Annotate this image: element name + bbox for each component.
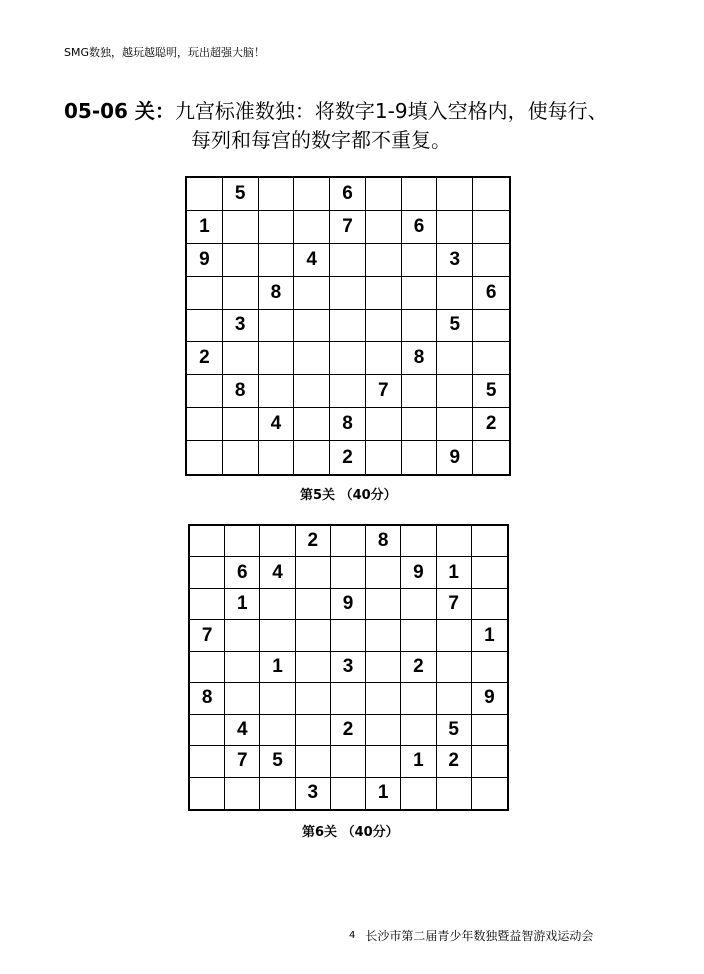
sudoku-cell[interactable]: 5 <box>223 178 259 211</box>
sudoku-cell[interactable]: 1 <box>472 620 507 651</box>
sudoku-cell[interactable] <box>294 277 330 310</box>
sudoku-cell[interactable]: 1 <box>437 557 472 588</box>
sudoku-cell[interactable]: 1 <box>260 652 295 683</box>
sudoku-cell[interactable] <box>225 778 260 809</box>
sudoku-cell[interactable] <box>437 778 472 809</box>
sudoku-cell[interactable] <box>294 441 330 474</box>
sudoku-cell[interactable]: 8 <box>223 375 259 408</box>
level-5-caption: 第5关 （40分） <box>300 488 397 503</box>
sudoku-cell[interactable] <box>259 178 295 211</box>
sudoku-cell[interactable] <box>472 589 507 620</box>
instructions-line-2: 每列和每宫的数字都不重复。 <box>191 128 451 152</box>
sudoku-cell[interactable] <box>401 589 436 620</box>
sudoku-cell[interactable] <box>259 342 295 375</box>
sudoku-cell[interactable]: 6 <box>330 178 366 211</box>
sudoku-cell[interactable] <box>190 589 225 620</box>
sudoku-cell[interactable]: 7 <box>366 375 402 408</box>
sudoku-cell[interactable] <box>366 652 401 683</box>
sudoku-cell[interactable] <box>330 277 366 310</box>
sudoku-cell[interactable] <box>366 746 401 777</box>
sudoku-cell[interactable]: 5 <box>473 375 509 408</box>
sudoku-cell[interactable]: 5 <box>437 310 473 343</box>
sudoku-cell[interactable] <box>296 589 331 620</box>
sudoku-cell[interactable] <box>402 310 438 343</box>
sudoku-cell[interactable] <box>187 441 223 474</box>
sudoku-cell[interactable]: 8 <box>402 342 438 375</box>
sudoku-cell[interactable]: 8 <box>366 526 401 557</box>
sudoku-cell[interactable]: 8 <box>330 408 366 441</box>
sudoku-cell[interactable] <box>472 746 507 777</box>
sudoku-cell[interactable] <box>472 715 507 746</box>
sudoku-cell[interactable]: 8 <box>259 277 295 310</box>
sudoku-cell[interactable] <box>366 620 401 651</box>
sudoku-cell[interactable] <box>473 310 509 343</box>
sudoku-cell[interactable] <box>401 620 436 651</box>
sudoku-cell[interactable] <box>437 211 473 244</box>
sudoku-cell[interactable] <box>366 408 402 441</box>
sudoku-cell[interactable] <box>294 310 330 343</box>
sudoku-cell[interactable]: 1 <box>225 589 260 620</box>
sudoku-cell[interactable] <box>437 277 473 310</box>
sudoku-cell[interactable] <box>223 342 259 375</box>
sudoku-cell[interactable] <box>401 683 436 714</box>
sudoku-cell[interactable]: 6 <box>225 557 260 588</box>
sudoku-cell[interactable]: 6 <box>402 211 438 244</box>
sudoku-cell[interactable] <box>472 557 507 588</box>
sudoku-grid-level-5[interactable] <box>185 176 511 476</box>
sudoku-cell[interactable]: 8 <box>190 683 225 714</box>
sudoku-cell[interactable] <box>402 441 438 474</box>
page-footer <box>349 927 593 944</box>
sudoku-cell[interactable] <box>330 310 366 343</box>
sudoku-cell[interactable]: 9 <box>187 244 223 277</box>
sudoku-cell[interactable] <box>187 310 223 343</box>
sudoku-cell[interactable] <box>402 244 438 277</box>
sudoku-cell[interactable] <box>330 375 366 408</box>
sudoku-cell[interactable] <box>401 526 436 557</box>
sudoku-cell[interactable] <box>366 310 402 343</box>
sudoku-cell[interactable] <box>366 342 402 375</box>
sudoku-cell[interactable] <box>294 342 330 375</box>
sudoku-cell[interactable] <box>225 526 260 557</box>
sudoku-cell[interactable] <box>223 277 259 310</box>
sudoku-cell[interactable] <box>260 683 295 714</box>
sudoku-cell[interactable] <box>260 526 295 557</box>
sudoku-cell[interactable] <box>260 620 295 651</box>
sudoku-cell[interactable] <box>402 277 438 310</box>
sudoku-cell[interactable] <box>437 683 472 714</box>
sudoku-cell[interactable] <box>187 375 223 408</box>
sudoku-cell[interactable] <box>225 620 260 651</box>
sudoku-cell[interactable]: 3 <box>223 310 259 343</box>
sudoku-cell[interactable] <box>331 620 366 651</box>
sudoku-cell[interactable] <box>190 652 225 683</box>
sudoku-cell[interactable]: 2 <box>437 746 472 777</box>
sudoku-cell[interactable] <box>223 408 259 441</box>
sudoku-cell[interactable] <box>402 375 438 408</box>
sudoku-cell[interactable] <box>401 778 436 809</box>
sudoku-cell[interactable]: 2 <box>330 441 366 474</box>
sudoku-cell[interactable] <box>437 408 473 441</box>
sudoku-grid-level-6[interactable] <box>188 524 509 811</box>
sudoku-cell[interactable]: 9 <box>437 441 473 474</box>
sudoku-cell[interactable]: 9 <box>472 683 507 714</box>
sudoku-cell[interactable]: 4 <box>225 715 260 746</box>
sudoku-cell[interactable] <box>331 746 366 777</box>
sudoku-cell[interactable] <box>366 715 401 746</box>
sudoku-cell[interactable] <box>259 441 295 474</box>
sudoku-cell[interactable] <box>366 277 402 310</box>
sudoku-cell[interactable] <box>187 178 223 211</box>
sudoku-cell[interactable] <box>437 620 472 651</box>
sudoku-cell[interactable] <box>259 244 295 277</box>
sudoku-cell[interactable]: 5 <box>437 715 472 746</box>
sudoku-cell[interactable]: 7 <box>225 746 260 777</box>
sudoku-cell[interactable]: 2 <box>187 342 223 375</box>
instructions-line-1: 九宫标准数独：将数字1-9填入空格内，使每行、 <box>174 99 608 123</box>
sudoku-cell[interactable] <box>366 441 402 474</box>
sudoku-cell[interactable] <box>437 375 473 408</box>
sudoku-cell[interactable] <box>190 715 225 746</box>
sudoku-cell[interactable] <box>190 746 225 777</box>
sudoku-cell[interactable]: 6 <box>473 277 509 310</box>
instructions <box>64 97 608 155</box>
sudoku-cell[interactable]: 4 <box>294 244 330 277</box>
event-name: 长沙市第二届青少年数独暨益智游戏运动会 <box>365 929 594 943</box>
sudoku-cell[interactable] <box>260 589 295 620</box>
sudoku-cell[interactable] <box>223 244 259 277</box>
sudoku-cell[interactable]: 3 <box>296 778 331 809</box>
sudoku-cell[interactable] <box>437 178 473 211</box>
page-number: 4 <box>349 930 356 941</box>
sudoku-cell[interactable] <box>473 178 509 211</box>
sudoku-cell[interactable] <box>331 683 366 714</box>
sudoku-cell[interactable] <box>187 408 223 441</box>
sudoku-cell[interactable]: 1 <box>401 746 436 777</box>
sudoku-cell[interactable] <box>330 244 366 277</box>
sudoku-cell[interactable]: 9 <box>331 589 366 620</box>
sudoku-cell[interactable] <box>331 778 366 809</box>
sudoku-cell[interactable] <box>260 778 295 809</box>
sudoku-cell[interactable] <box>296 715 331 746</box>
sudoku-cell[interactable] <box>472 652 507 683</box>
sudoku-cell[interactable]: 7 <box>330 211 366 244</box>
level-range: 05-06 关： <box>64 99 175 123</box>
level-6-caption: 第6关 （40分） <box>302 825 399 840</box>
sudoku-cell[interactable] <box>473 211 509 244</box>
sudoku-cell[interactable] <box>259 310 295 343</box>
sudoku-cell[interactable] <box>330 342 366 375</box>
sudoku-cell[interactable] <box>401 715 436 746</box>
sudoku-cell[interactable] <box>366 683 401 714</box>
sudoku-cell[interactable] <box>260 715 295 746</box>
sudoku-cell[interactable] <box>366 557 401 588</box>
sudoku-cell[interactable]: 2 <box>296 526 331 557</box>
sudoku-cell[interactable] <box>296 557 331 588</box>
sudoku-cell[interactable]: 1 <box>366 778 401 809</box>
sudoku-cell[interactable]: 3 <box>331 652 366 683</box>
sudoku-cell[interactable] <box>437 652 472 683</box>
sudoku-cell[interactable] <box>190 778 225 809</box>
sudoku-cell[interactable] <box>223 211 259 244</box>
sudoku-cell[interactable]: 2 <box>331 715 366 746</box>
sudoku-cell[interactable] <box>225 683 260 714</box>
sudoku-cell[interactable] <box>225 652 260 683</box>
sudoku-cell[interactable] <box>223 441 259 474</box>
sudoku-cell[interactable] <box>473 342 509 375</box>
sudoku-cell[interactable] <box>437 526 472 557</box>
sudoku-cell[interactable]: 1 <box>187 211 223 244</box>
sudoku-cell[interactable] <box>259 375 295 408</box>
sudoku-cell[interactable] <box>294 211 330 244</box>
sudoku-cell[interactable] <box>366 178 402 211</box>
sudoku-cell[interactable] <box>437 342 473 375</box>
sudoku-cell[interactable] <box>296 652 331 683</box>
sudoku-cell[interactable] <box>366 211 402 244</box>
sudoku-cell[interactable] <box>187 277 223 310</box>
sudoku-cell[interactable] <box>331 526 366 557</box>
sudoku-cell[interactable] <box>296 746 331 777</box>
sudoku-cell[interactable]: 4 <box>259 408 295 441</box>
sudoku-cell[interactable]: 4 <box>260 557 295 588</box>
header-slogan: SMG数独，越玩越聪明，玩出超强大脑！ <box>64 46 265 59</box>
sudoku-cell[interactable] <box>190 526 225 557</box>
sudoku-cell[interactable] <box>473 441 509 474</box>
sudoku-cell[interactable] <box>472 778 507 809</box>
sudoku-cell[interactable] <box>294 408 330 441</box>
sudoku-cell[interactable]: 3 <box>437 244 473 277</box>
sudoku-cell[interactable] <box>294 178 330 211</box>
sudoku-cell[interactable] <box>366 589 401 620</box>
sudoku-cell[interactable] <box>366 244 402 277</box>
sudoku-cell[interactable] <box>296 683 331 714</box>
sudoku-cell[interactable] <box>259 211 295 244</box>
sudoku-cell[interactable]: 2 <box>473 408 509 441</box>
sudoku-cell[interactable]: 7 <box>190 620 225 651</box>
sudoku-cell[interactable]: 9 <box>401 557 436 588</box>
sudoku-cell[interactable] <box>472 526 507 557</box>
sudoku-cell[interactable] <box>296 620 331 651</box>
sudoku-cell[interactable] <box>473 244 509 277</box>
sudoku-cell[interactable]: 2 <box>401 652 436 683</box>
sudoku-cell[interactable] <box>331 557 366 588</box>
sudoku-cell[interactable] <box>294 375 330 408</box>
sudoku-cell[interactable]: 7 <box>437 589 472 620</box>
sudoku-cell[interactable] <box>190 557 225 588</box>
sudoku-cell[interactable]: 5 <box>260 746 295 777</box>
sudoku-cell[interactable] <box>402 178 438 211</box>
sudoku-cell[interactable] <box>402 408 438 441</box>
